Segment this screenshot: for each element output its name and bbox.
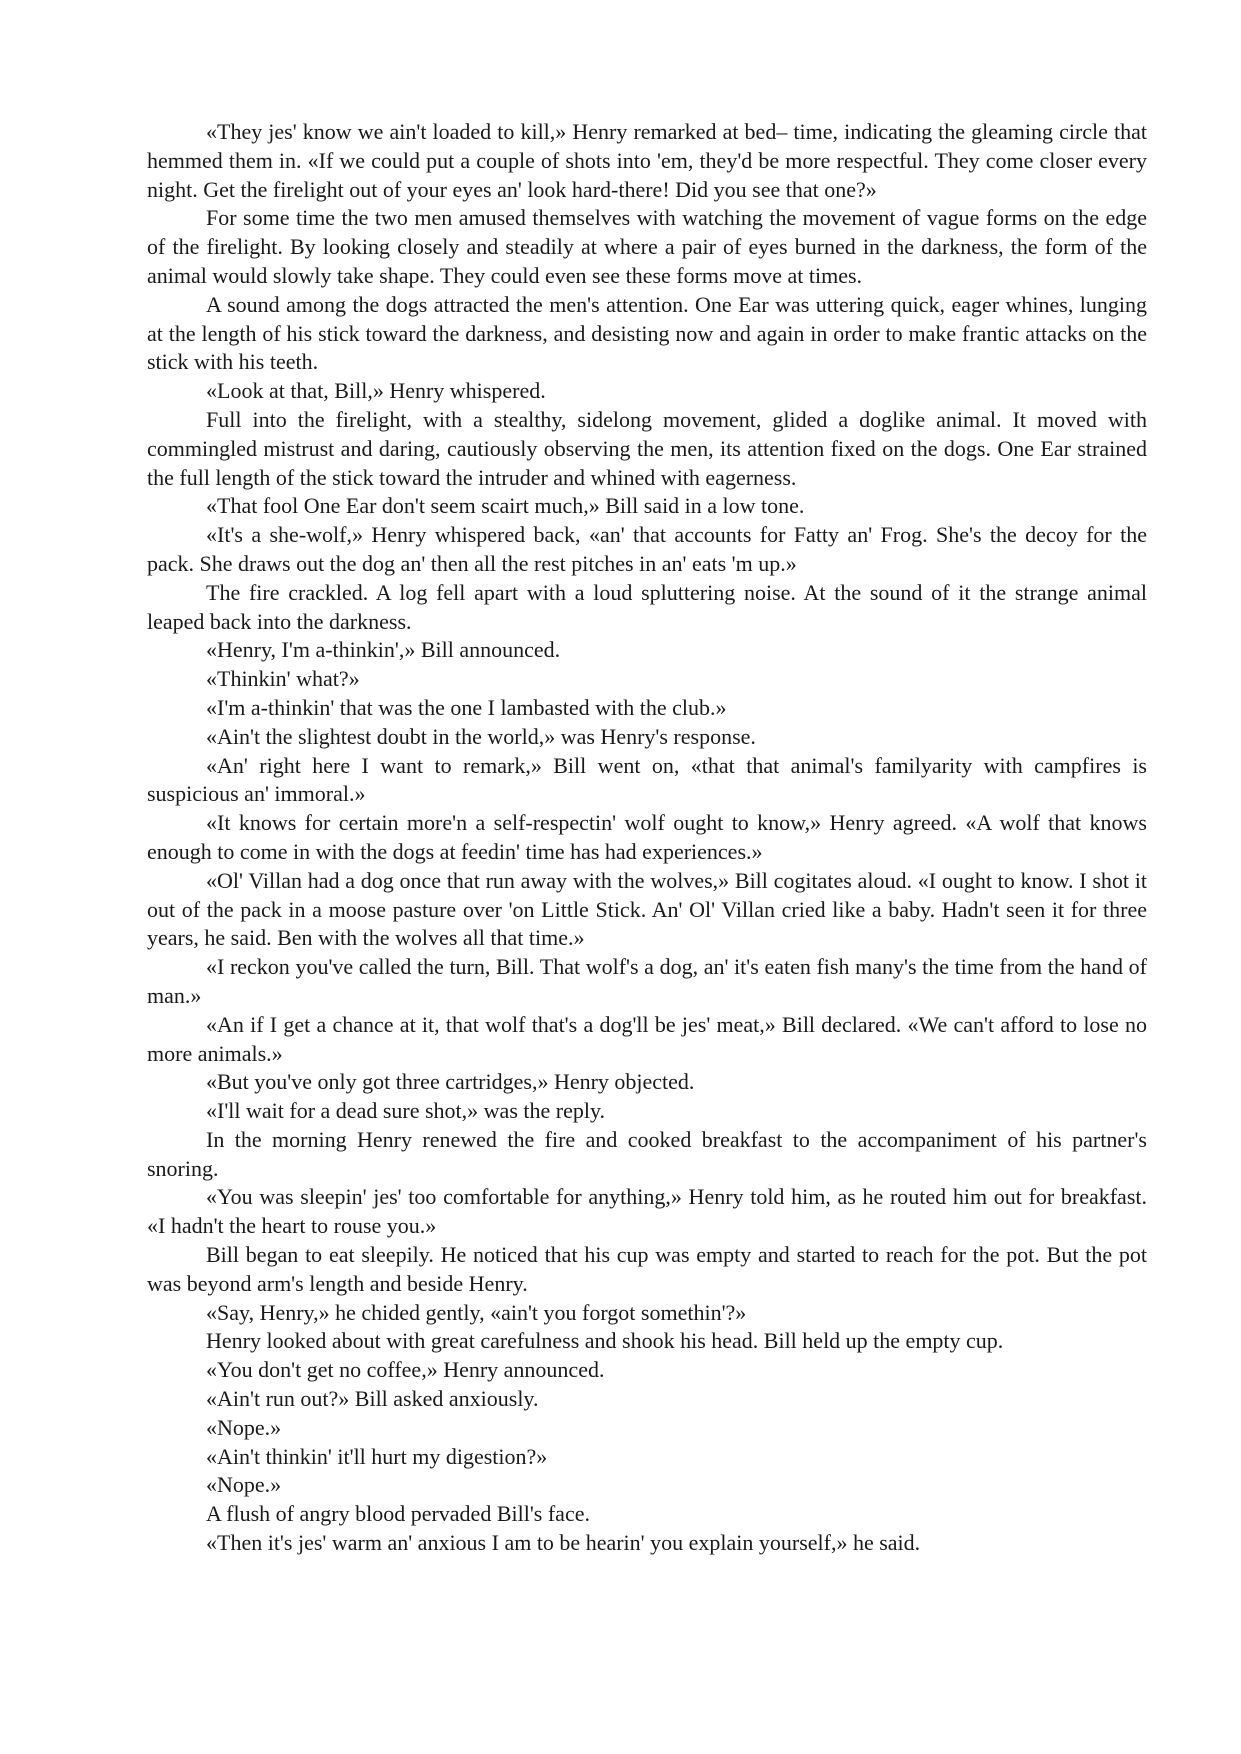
paragraph: «It knows for certain more'n a self-respectin' wolf ought to know,» Henry agreed. «A wolf that knows enough to come in with the dogs at feedin' time has had experiences.» (147, 810, 1147, 864)
paragraph: «Say, Henry,» he chided gently, «ain't you forgot somethin'?» (206, 1299, 747, 1325)
paragraph: «Nope.» (206, 1472, 282, 1498)
paragraph: «Then it's jes' warm an' anxious I am to be hearin' you explain yourself,» he said. (206, 1530, 921, 1556)
paragraph: «They jes' know we ain't loaded to kill,» Henry remarked at bed– time, indicating the gleaming circle that hemmed them in. «If we could put a couple of shots into 'em, they'd be more respectful. They come closer every night. Get the firelight out of your eyes an' look hard-there! Did you see that one?» (147, 119, 1147, 202)
paragraph: «An' right here I want to remark,» Bill went on, «that that animal's familyarity with campfires is suspicious an' immoral.» (147, 752, 1147, 807)
paragraph: «It's a she-wolf,» Henry whispered back, «an' that accounts for Fatty an' Frog. She's the decoy for the pack. She draws out the dog an' then all the rest pitches in an' eats 'm up.» (147, 522, 1147, 576)
paragraph: In the morning Henry renewed the fire and cooked breakfast to the accompaniment of his partner's snoring. (147, 1126, 1147, 1181)
paragraph: «But you've only got three cartridges,» Henry objected. (206, 1069, 695, 1095)
paragraph: «Look at that, Bill,» Henry whispered. (206, 378, 546, 404)
paragraph: The fire crackled. A log fell apart with a loud spluttering noise. At the sound of it the strange animal leaped back into the darkness. (147, 579, 1147, 634)
paragraph: «Thinkin' what?» (206, 666, 360, 692)
paragraph: A flush of angry blood pervaded Bill's face. (206, 1501, 590, 1527)
paragraph: «Ol' Villan had a dog once that run away with the wolves,» Bill cogitates aloud. «I ought to know. I shot it out of the pack in a moose pasture over 'on Little Stick. An' Ol' Villan cried like a baby. Hadn't seen it for three years, he said. Ben with the wolves all that time.» (147, 867, 1147, 951)
paragraph: For some time the two men amused themselves with watching the movement of vague forms on the edge of the firelight. By looking closely and steadily at where a pair of eyes burned in the darkness, the form of the animal would slowly take shape. They could even see these forms move at times. (147, 205, 1147, 288)
paragraph: A sound among the dogs attracted the men's attention. One Ear was uttering quick, eager whines, lunging at the length of his stick toward the darkness, and desisting now and again in order to make frantic attacks on the stick with his teeth. (147, 291, 1147, 375)
paragraph: «Henry, I'm a-thinkin',» Bill announced. (206, 637, 561, 663)
paragraph: «You don't get no coffee,» Henry announced. (206, 1357, 605, 1383)
paragraph: «I'll wait for a dead sure shot,» was the reply. (206, 1098, 606, 1124)
paragraph: «Ain't the slightest doubt in the world,» was Henry's response. (206, 723, 756, 749)
book-page (147, 118, 1147, 1558)
paragraph: Full into the firelight, with a stealthy, sidelong movement, glided a doglike animal. It moved with commingled mistrust and daring, cautiously observing the men, its attention fixed on the dogs. One Ear strained the full length of the stick toward the intruder and whined with eagerness. (147, 406, 1147, 490)
paragraph: «Ain't thinkin' it'll hurt my digestion?» (206, 1443, 548, 1469)
paragraph: «I reckon you've called the turn, Bill. That wolf's a dog, an' it's eaten fish many's the time from the hand of man.» (147, 954, 1147, 1008)
paragraph: «I'm a-thinkin' that was the one I lambasted with the club.» (206, 694, 727, 720)
paragraph: Henry looked about with great carefulness and shook his head. Bill held up the empty cup. (206, 1328, 1004, 1354)
paragraph: Bill began to eat sleepily. He noticed that his cup was empty and started to reach for the pot. But the pot was beyond arm's length and beside Henry. (147, 1242, 1147, 1296)
paragraph: «That fool One Ear don't seem scairt much,» Bill said in a low tone. (206, 493, 805, 519)
paragraph: «Nope.» (206, 1414, 282, 1440)
paragraph: «An if I get a chance at it, that wolf that's a dog'll be jes' meat,» Bill declared. «We can't afford to lose no more animals.» (147, 1011, 1147, 1066)
paragraph: «Ain't run out?» Bill asked anxiously. (206, 1386, 539, 1412)
paragraph: «You was sleepin' jes' too comfortable for anything,» Henry told him, as he routed him out for breakfast. «I hadn't the heart to rouse you.» (147, 1184, 1147, 1239)
